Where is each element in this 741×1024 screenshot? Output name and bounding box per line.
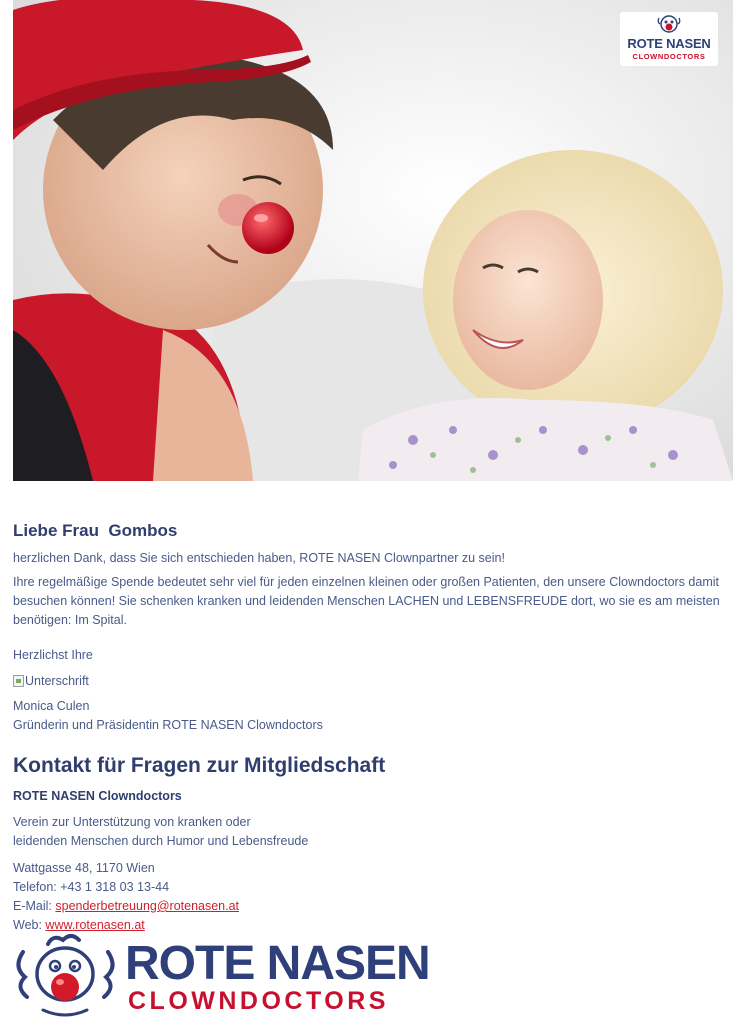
signer-title: Gründerin und Präsidentin ROTE NASEN Clowndoctors <box>13 718 323 732</box>
clown-face-icon <box>654 14 684 38</box>
org-desc-line2: leidenden Menschen durch Humor und Lebensfreude <box>13 834 309 848</box>
hero-logo <box>620 12 718 66</box>
closing-text: Herzlichst Ihre <box>13 648 93 662</box>
footer-logo-subtitle: CLOWNDOCTORS <box>128 987 389 1015</box>
clown-logo-icon <box>13 932 118 1022</box>
body-text: Ihre regelmäßige Spende bedeutet sehr viel für jeden einzelnen kleinen oder großen Patienten, den unsere Clowndoctors damit besuchen können! Sie schenken kranken und leidenden Menschen LACHEN und LEBENSFREUDE dort, wo sie es am meisten benötigen: Im Spital. <box>13 575 720 627</box>
letter-content <box>13 520 728 935</box>
org-name: ROTE NASEN Clowndoctors <box>13 789 182 803</box>
footer-logo <box>13 932 443 1022</box>
contact-title: Kontakt für Fragen zur Mitgliedschaft <box>13 754 386 777</box>
email-row <box>13 897 728 916</box>
signature-alt-text: Unterschrift <box>25 674 89 688</box>
hero-logo-subtitle: CLOWNDOCTORS <box>632 52 706 61</box>
signer-name: Monica Culen <box>13 699 90 713</box>
email-link[interactable]: spenderbetreuung@rotenasen.at <box>55 899 240 913</box>
footer-logo-title: ROTE NASEN <box>125 937 430 990</box>
hero-photo <box>13 0 733 481</box>
org-desc-line1: Verein zur Unterstützung von kranken oder <box>13 815 251 829</box>
email-label: E-Mail: <box>13 899 56 913</box>
signer-block <box>13 697 728 735</box>
hero-image <box>13 0 733 481</box>
thanks-text: herzlichen Dank, dass Sie sich entschieden haben, ROTE NASEN Clownpartner zu sein! <box>13 551 505 565</box>
broken-image-icon <box>13 675 24 687</box>
web-link[interactable]: www.rotenasen.at <box>45 918 145 932</box>
org-description <box>13 813 728 851</box>
signature-image <box>13 671 728 691</box>
address: Wattgasse 48, 1170 Wien <box>13 861 155 875</box>
phone: Telefon: +43 1 318 03 13-44 <box>13 880 170 894</box>
contact-details <box>13 859 728 935</box>
web-label: Web: <box>13 918 46 932</box>
greeting: Liebe Frau Gombos <box>13 521 178 540</box>
hero-logo-title: ROTE NASEN <box>627 36 711 51</box>
